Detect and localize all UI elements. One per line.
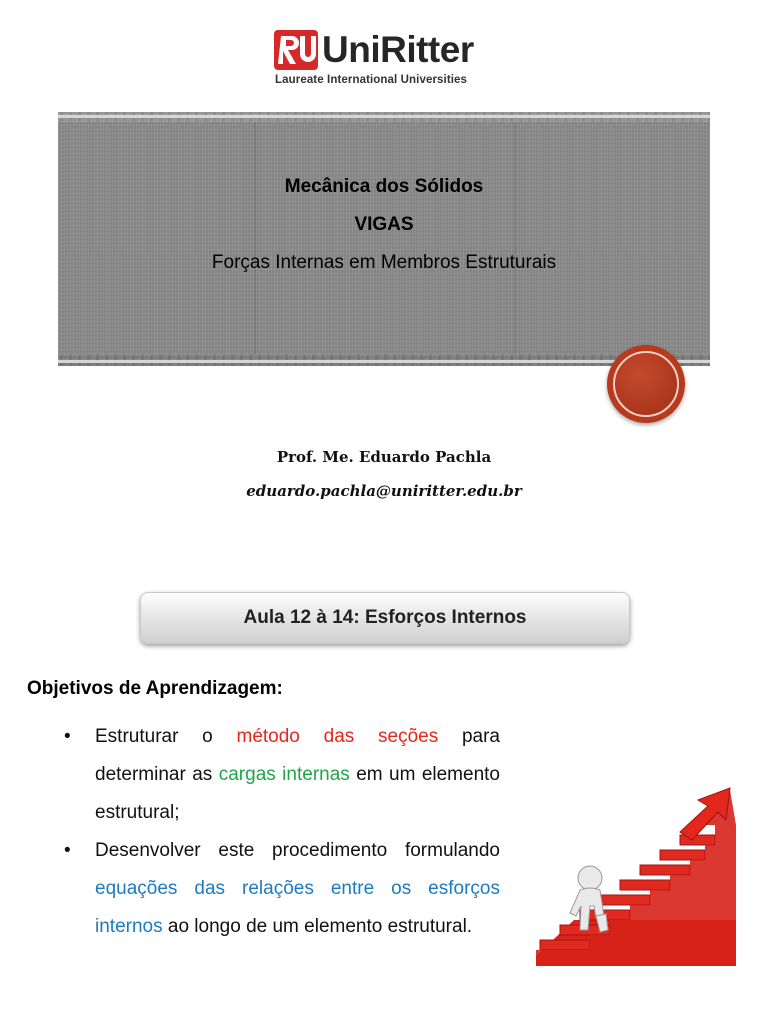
person-climbing-stairs-icon (530, 770, 750, 970)
objective-text: em um elemento estrutural; (95, 764, 500, 823)
banner-subtitle: Forças Internas em Membros Estruturais (211, 252, 557, 273)
highlight-equations: equações das relações entre os esforços internos (95, 878, 500, 937)
decorative-circle-icon (607, 345, 685, 423)
uniritter-logo (274, 28, 504, 92)
logo-brand-text: UniRitter (322, 29, 474, 70)
objective-text: Desenvolver este procedimento formulando (95, 840, 500, 861)
banner-top-stripe (58, 115, 710, 118)
banner-seam (254, 122, 256, 354)
circle-ring (613, 351, 679, 417)
objectives-title: Objetivos de Aprendizagem: (27, 678, 283, 699)
objective-text: Estruturar o (95, 726, 237, 747)
lesson-banner (140, 592, 630, 644)
topic-title: VIGAS (354, 214, 414, 235)
professor-email: eduardo.pachla@uniritter.edu.br (246, 482, 522, 500)
objective-text: ao longo de um elemento estrutural. (162, 916, 473, 937)
highlight-internal-loads: cargas internas (218, 764, 350, 785)
professor-name: Prof. Me. Eduardo Pachla (276, 448, 492, 466)
lesson-label: Aula 12 à 14: Esforços Internos (243, 607, 527, 628)
title-banner (58, 112, 710, 366)
banner-seam (514, 122, 516, 354)
objective-text: para determinar as (95, 726, 501, 785)
objective-item (62, 718, 500, 832)
objectives-list (62, 718, 500, 946)
uniritter-mark-icon (274, 30, 318, 70)
logo-subtitle: Laureate International Universities (275, 74, 468, 86)
objective-item (62, 832, 500, 946)
bullet-icon: • (64, 840, 71, 861)
course-title: Mecânica dos Sólidos (284, 176, 484, 197)
banner-texture (58, 122, 710, 354)
bullet-icon: • (64, 726, 71, 747)
highlight-method: método das seções (236, 726, 439, 747)
